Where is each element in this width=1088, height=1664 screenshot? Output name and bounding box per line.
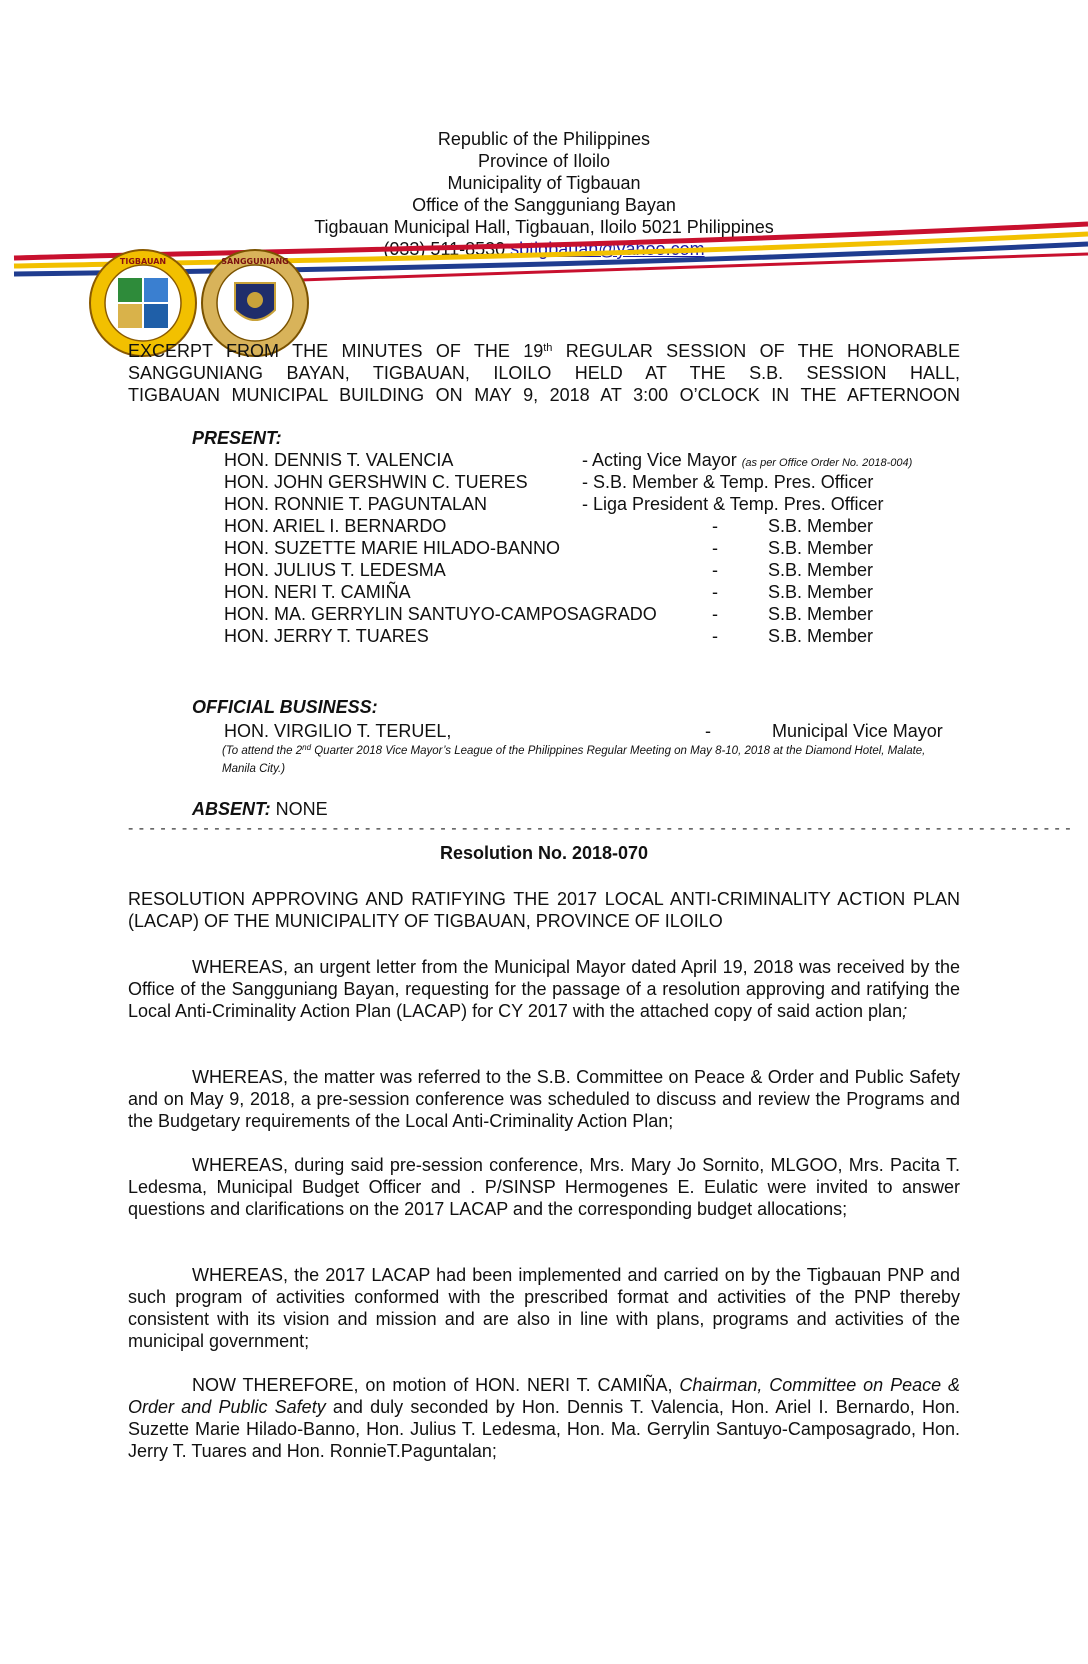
member-role: - Liga President & Temp. Pres. Officer [582,494,884,514]
member-name: HON. MA. GERRYLIN SANTUYO-CAMPOSAGRADO [224,604,657,624]
svg-text:SANGGUNIANG: SANGGUNIANG [221,257,289,266]
header-address: Tigbauan Municipal Hall, Tigbauan, Iloilo 5021 Philippines [314,217,774,237]
official-business-heading: OFFICIAL BUSINESS: [192,697,378,717]
official-business-dash: - [705,721,711,741]
svg-text:TIGBAUAN: TIGBAUAN [119,257,167,266]
member-role: S.B. Member [768,560,874,580]
now-therefore-paragraph [128,1374,960,1462]
excerpt-superscript: th [543,342,553,354]
member-dash: - [712,516,718,536]
paragraph-end: ; [902,1001,908,1021]
member-name: HON. ARIEL I. BERNARDO [224,516,447,536]
header-phone: (033) 511-8530 [383,239,511,259]
whereas-paragraph-3: WHEREAS, during said pre-session conference, Mrs. Mary Jo Sornito, MLGOO, Mrs. Pacita T. Ledesma, Municipal Budget Officer and . P/SINSP Hermogenes E. Eulatic were invited to answer questions and clarifications on the 2017 LACAP and the corresponding budget allocations; [128,1155,960,1219]
member-role: S.B. Member [768,604,874,624]
member-dash: - [712,538,718,558]
official-business-name: HON. VIRGILIO T. TERUEL, [224,721,452,741]
separator: - - - - - - - - - - - - - - - - - - - - - - - - - - - - - - - - - - - - - - - - - - - - - - - - - - - - - - - - - - - - - - - - - - - - - - - - - - - - - - - - - - - - - - - - [128,820,1072,837]
member-name: HON. SUZETTE MARIE HILADO-BANNO [224,538,561,558]
whereas-paragraph-4: WHEREAS, the 2017 LACAP had been implemented and carried on by the Tigbauan PNP and such program of activities conformed with the prescribed format and activities of the PNP thereby consistent with its vision and mission and are also in line with plans, programs and activities of the municipal government; [128,1265,960,1351]
member-dash: - [712,582,718,602]
excerpt-line-1 [128,340,960,362]
role-note: (as per Office Order No. 2018-004) [741,457,913,469]
header-province: Province of Iloilo [477,151,611,171]
absent-line [192,798,328,820]
member-dash: - [712,560,718,580]
present-heading: PRESENT: [192,428,282,448]
note-text: (To attend the 2 [222,745,303,757]
paragraph-text: WHEREAS, an urgent letter from the Municipal Mayor dated April 19, 2018 was received by the Office of the Sangguniang Bayan, requesting for the passage of a resolution approving and ratifying the Local Anti-Criminality Action Plan (LACAP) for CY 2017 with the attached copy of said action plan [128,957,960,1021]
header-office: Office of the Sangguniang Bayan [412,195,676,215]
paragraph-text: NOW THEREFORE, on motion of HON. NERI T. CAMIÑA, [192,1375,680,1395]
note-superscript: nd [302,743,312,752]
member-role: S.B. Member [768,582,874,602]
excerpt-line-3: TIGBAUAN MUNICIPAL BUILDING ON MAY 9, 2018 AT 3:00 O’CLOCK IN THE AFTERNOON [128,385,960,405]
header-republic: Republic of the Philippines [437,129,651,149]
header-municipality: Municipality of Tigbauan [447,173,641,193]
member-dash: - [712,604,718,624]
member-name: HON. JOHN GERSHWIN C. TUERES [224,472,528,492]
member-dash: - [712,626,718,646]
member-name: HON. RONNIE T. PAGUNTALAN [224,494,488,514]
member-name: HON. NERI T. CAMIÑA [224,582,411,602]
note-text: Quarter 2018 Vice Mayor’s League of the Philippines Regular Meeting on May 8-10, 2018 at the Diamond Hotel, Malate, Manila City.) [222,745,926,775]
absent-heading: ABSENT: [192,799,271,819]
member-role: - S.B. Member & Temp. Pres. Officer [582,472,874,492]
member-name: HON. JERRY T. TUARES [224,626,429,646]
resolution-title: RESOLUTION APPROVING AND RATIFYING THE 2017 LOCAL ANTI-CRIMINALITY ACTION PLAN (LACAP) OF THE MUNICIPALITY OF TIGBAUAN, PROVINCE OF ILOILO [128,889,960,931]
excerpt-text: REGULAR SESSION OF THE HONORABLE [552,341,961,361]
member-name: HON. DENNIS T. VALENCIA [224,450,454,470]
member-role: S.B. Member [768,626,874,646]
committee-title: Chairman, Committee on Peace & Order and Public Safety [128,1375,960,1417]
paragraph-text: and duly seconded by Hon. Dennis T. Valencia, Hon. Ariel I. Bernardo, Hon. Suzette Marie Hilado-Banno, Hon. Julius T. Ledesma, Hon. Ma. Gerrylin Santuyo-Camposagrado, Hon. Jerry T. Tuares and Hon. RonnieT.Paguntalan; [128,1397,960,1461]
role-text: - Acting Vice Mayor [582,450,742,470]
official-business-role: Municipal Vice Mayor [772,721,943,741]
header-email-link[interactable]: sbtigbauan@yahoo.com [510,239,705,259]
whereas-paragraph-1 [128,956,960,1022]
official-business-note [222,742,962,778]
resolution-number: Resolution No. 2018-070 [439,843,649,863]
whereas-paragraph-2: WHEREAS, the matter was referred to the S.B. Committee on Peace & Order and Public Safety and on May 9, 2018, a pre-session conference was scheduled to discuss and review the Programs and the Budgetary requirements of the Local Anti-Criminality Action Plan; [128,1067,960,1131]
member-name: HON. JULIUS T. LEDESMA [224,560,446,580]
member-role: S.B. Member [768,516,874,536]
absent-value: NONE [270,799,328,819]
excerpt-line-2: SANGGUNIANG BAYAN, TIGBAUAN, ILOILO HELD AT THE S.B. SESSION HALL, [128,363,960,383]
member-role: S.B. Member [768,538,874,558]
excerpt-text: EXCERPT FROM THE MINUTES OF THE 19 [128,341,544,361]
